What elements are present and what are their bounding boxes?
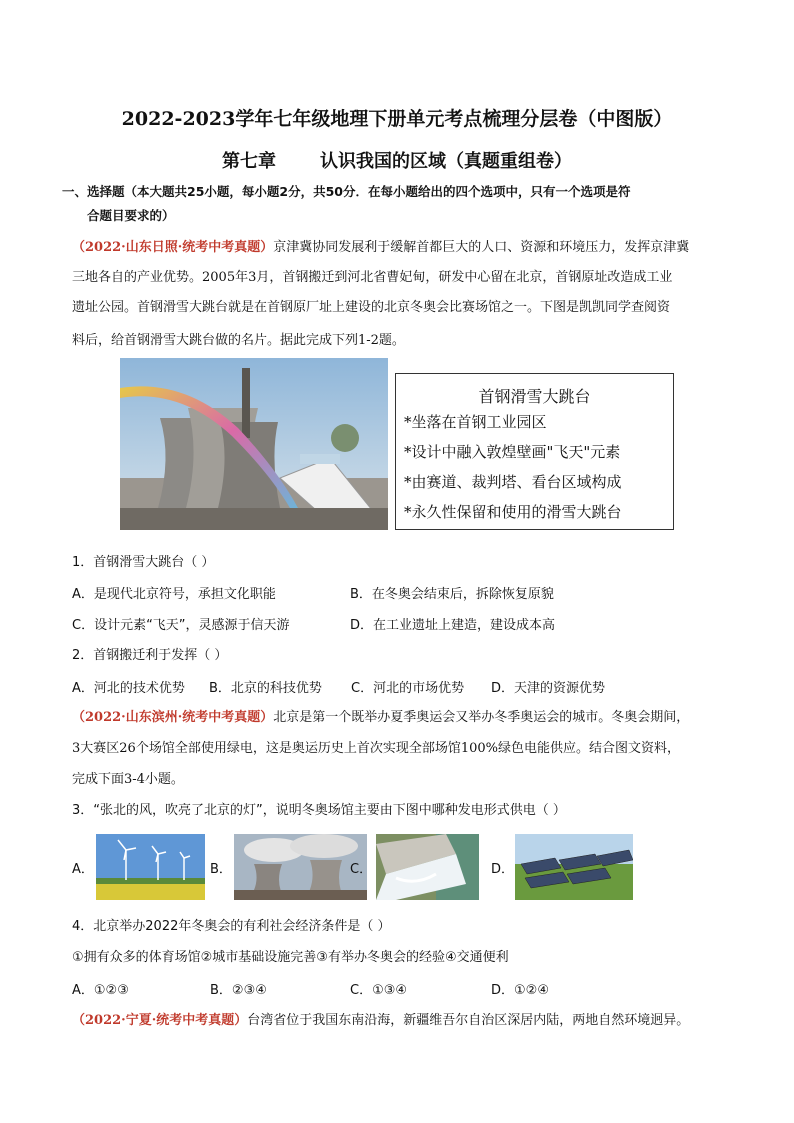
passage2-line2: 3大赛区26个场馆全部使用绿电，这是奥运历史上首次实现全部场馆100%绿色电能供应。结合图文资料， — [72, 741, 680, 756]
question2-stem: 2．首钢搬迁利于发挥（ ） — [72, 648, 228, 663]
question1-stem: 1．首钢滑雪大跳台（ ） — [72, 555, 215, 570]
question4-stem: 4．北京举办2022年冬奥会的有利社会经济条件是（ ） — [72, 919, 391, 934]
chapter-number: 第七章 — [222, 151, 276, 172]
section-instructions-line2: 合题目要求的） — [87, 208, 175, 223]
question1-option-a[interactable]: A．是现代北京符号，承担文化职能 — [72, 587, 276, 602]
ski-jump-photo — [120, 358, 388, 530]
passage2-line3: 完成下面3-4小题。 — [72, 772, 184, 787]
chapter-subtitle: 认识我国的区域（真题重组卷） — [320, 151, 572, 172]
passage1-line2: 三地各自的产业优势。2005年3月，首钢搬迁到河北省曹妃甸，研发中心留在北京，首钢原址改造成工业 — [72, 270, 673, 285]
info-card-item: *坐落在首钢工业园区 — [404, 413, 547, 431]
question2-option-a[interactable]: A．河北的技术优势 — [72, 681, 185, 696]
passage2-line1 — [72, 708, 728, 728]
document-title: 2022-2023学年七年级地理下册单元考点梳理分层卷（中图版） — [121, 108, 673, 130]
question3-stem: 3．“张北的风，吹亮了北京的灯”，说明冬奥场馆主要由下图中哪种发电形式供电（ ） — [72, 803, 566, 818]
passage2-source: （2022·山东滨州·统考中考真题） — [72, 710, 274, 725]
question1-option-d[interactable]: D．在工业遗址上建造，建设成本高 — [350, 618, 556, 633]
passage3-text1: 台湾省位于我国东南沿海，新疆维吾尔自治区深居内陆，两地自然环境迥异。 — [247, 1013, 690, 1028]
question2-option-d[interactable]: D．天津的资源优势 — [491, 681, 606, 696]
info-card-item: *设计中融入敦煌壁画"飞天"元素 — [404, 443, 621, 461]
passage1-line1 — [72, 238, 728, 258]
question4-option-a[interactable]: A．①②③ — [72, 983, 129, 998]
wind-turbines-photo[interactable] — [96, 834, 205, 900]
passage3-line1 — [72, 1011, 728, 1031]
solar-panels-photo[interactable] — [515, 834, 633, 900]
question3-option-d[interactable]: D． — [491, 862, 515, 877]
chapter-title — [0, 147, 794, 173]
question3-option-b[interactable]: B． — [210, 862, 232, 877]
info-card — [395, 373, 674, 530]
question3-option-c[interactable]: C． — [350, 862, 373, 877]
question2-option-c[interactable]: C．河北的市场优势 — [351, 681, 465, 696]
passage3-source: （2022·宁夏·统考中考真题） — [72, 1013, 248, 1028]
info-card-item: *由赛道、裁判塔、看台区域构成 — [404, 473, 622, 491]
passage1-line3: 遗址公园。首钢滑雪大跳台就是在首钢原厂址上建设的北京冬奥会比赛场馆之一。下图是凯凯同学查阅资 — [72, 300, 671, 315]
question3-option-a[interactable]: A． — [72, 862, 94, 877]
passage1-text1: 京津冀协同发展利于缓解首都巨大的人口、资源和环境压力，发挥京津冀 — [273, 240, 690, 255]
passage1-line4: 料后，给首钢滑雪大跳台做的名片。据此完成下列1-2题。 — [72, 333, 405, 348]
question1-option-c[interactable]: C．设计元素“飞天”，灵感源于信天游 — [72, 618, 290, 633]
hydropower-dam-photo[interactable] — [376, 834, 479, 900]
info-card-title: 首钢滑雪大跳台 — [478, 387, 591, 406]
question4-option-b[interactable]: B．②③④ — [210, 983, 267, 998]
thermal-power-photo[interactable] — [234, 834, 367, 900]
question4-option-d[interactable]: D．①②④ — [491, 983, 549, 998]
passage2-text1: 北京是第一个既举办夏季奥运会又举办冬季奥运会的城市。冬奥会期间， — [273, 710, 690, 725]
question4-option-c[interactable]: C．①③④ — [350, 983, 408, 998]
question2-option-b[interactable]: B．北京的科技优势 — [209, 681, 322, 696]
passage1-source: （2022·山东日照·统考中考真题） — [72, 240, 274, 255]
question1-option-b[interactable]: B．在冬奥会结束后，拆除恢复原貌 — [350, 587, 554, 602]
question4-items: ①拥有众多的体育场馆②城市基础设施完善③有举办冬奥会的经验④交通便利 — [72, 950, 509, 965]
section-instructions-line1: 一、选择题（本大题共25小题，每小题2分，共50分．在每小题给出的四个选项中，只有一个选项是符 — [62, 184, 631, 199]
info-card-item: *永久性保留和使用的滑雪大跳台 — [404, 503, 622, 521]
